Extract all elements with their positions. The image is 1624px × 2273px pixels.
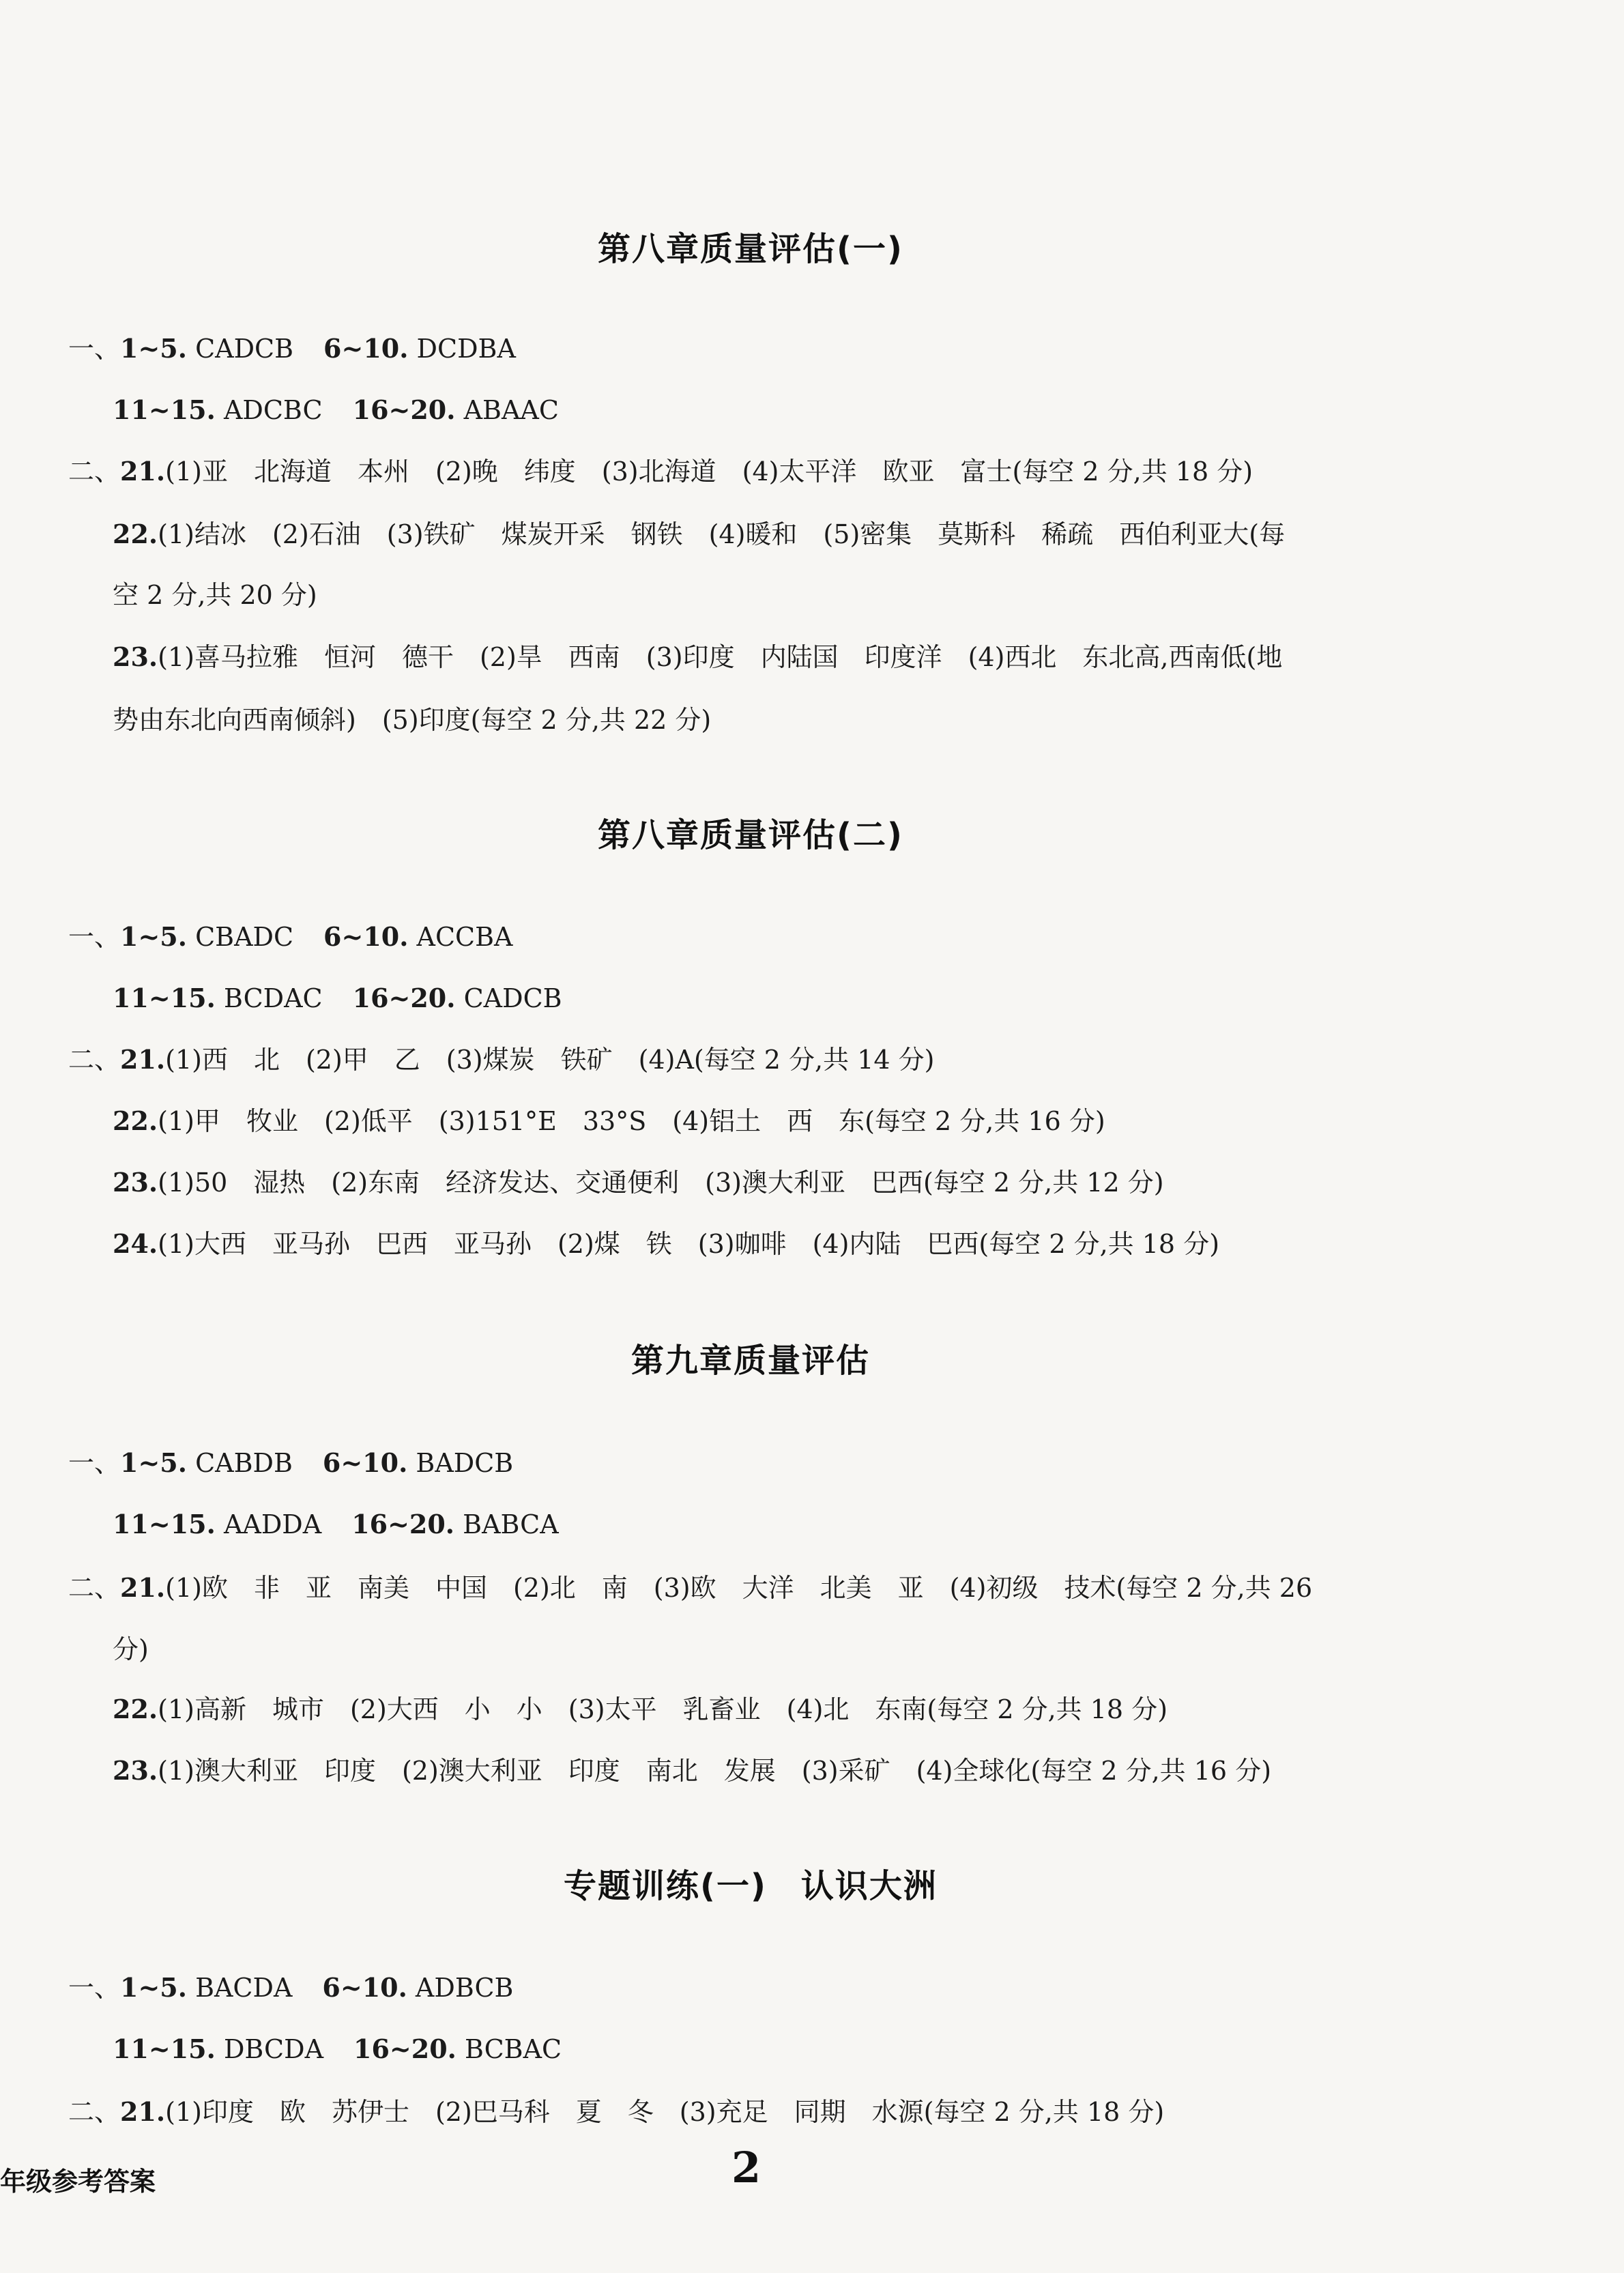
answer-continuation: 分): [113, 1634, 149, 1664]
mc-range: 1~5.: [120, 1972, 187, 2003]
fill-item: [68, 2096, 1164, 2128]
answer-text: (1)高新 城市 (2)大西 小 小 (3)太平 乳畜业 (4)北 东南(每空 2 分,共 18 分): [158, 1694, 1168, 1724]
mc-row: [68, 1447, 513, 1479]
mc-answers: CADCB: [195, 334, 294, 364]
section-title: 第八章质量评估(二): [598, 816, 903, 854]
mc-range: 11~15.: [113, 2033, 216, 2064]
question-number: 23.: [113, 641, 158, 672]
answer-continuation: 势由东北向西南倾斜) (5)印度(每空 2 分,共 22 分): [113, 705, 712, 735]
mc-answers: BACDA: [195, 1973, 293, 2003]
answer-text: (1)大西 亚马孙 巴西 亚马孙 (2)煤 铁 (3)咖啡 (4)内陆 巴西(每空 2 分,共 18 分): [158, 1229, 1220, 1259]
mc-range: 1~5.: [120, 1447, 187, 1478]
answer-text: (1)西 北 (2)甲 乙 (3)煤炭 铁矿 (4)A(每空 2 分,共 14 分): [165, 1045, 935, 1075]
fill-prefix: 二、: [68, 1045, 121, 1075]
mc-prefix: 一、: [68, 922, 121, 952]
question-number: 21.: [120, 1572, 166, 1603]
question-number: 24.: [113, 1228, 158, 1259]
mc-row: [113, 1509, 559, 1540]
mc-range: 11~15.: [113, 983, 216, 1013]
mc-prefix: 一、: [68, 334, 121, 364]
mc-prefix: 一、: [68, 1973, 121, 2003]
fill-item: [113, 1694, 1168, 1725]
mc-range: 16~20.: [353, 2033, 456, 2064]
mc-range: 16~20.: [352, 983, 456, 1013]
answer-text: (1)甲 牧业 (2)低平 (3)151°E 33°S (4)铝土 西 东(每空 2 分,共 16 分): [158, 1106, 1105, 1136]
fill-prefix: 二、: [68, 457, 121, 487]
mc-answers: DCDBA: [416, 334, 516, 364]
mc-answers: BCBAC: [464, 2034, 562, 2064]
page-number: 2: [731, 2143, 762, 2192]
answer-text: (1)欧 非 亚 南美 中国 (2)北 南 (3)欧 大洋 北美 亚 (4)初级 技术(每空 2 分,共 26: [165, 1573, 1313, 1603]
mc-row: [68, 1972, 513, 2003]
mc-row: [68, 921, 513, 953]
mc-answers: ABAAC: [463, 395, 559, 425]
mc-answers: DBCDA: [223, 2034, 324, 2064]
mc-range: 11~15.: [113, 1509, 216, 1539]
section-title: 第八章质量评估(一): [598, 230, 903, 268]
fill-item: [113, 519, 1285, 550]
mc-answers: AADDA: [223, 1509, 322, 1539]
fill-item: [68, 456, 1253, 487]
mc-answers: CADCB: [463, 983, 562, 1013]
fill-item: [68, 1044, 934, 1075]
answer-text: (1)印度 欧 苏伊士 (2)巴马科 夏 冬 (3)充足 同期 水源(每空 2 分,共 18 分): [165, 2097, 1165, 2127]
answer-continuation: 空 2 分,共 20 分): [113, 580, 317, 610]
fill-item: [113, 1167, 1164, 1198]
mc-row: [113, 2033, 562, 2065]
question-number: 21.: [120, 456, 166, 487]
mc-answers: CABDB: [195, 1448, 293, 1478]
mc-range: 16~20.: [351, 1509, 455, 1539]
question-number: 21.: [120, 2096, 166, 2127]
question-number: 22.: [113, 1694, 158, 1724]
question-number: 21.: [120, 1044, 166, 1075]
footer-label: 年级参考答案: [0, 2167, 156, 2197]
question-number: 23.: [113, 1167, 158, 1198]
mc-answers: BADCB: [416, 1448, 514, 1478]
mc-row: [68, 333, 516, 364]
fill-prefix: 二、: [68, 1573, 121, 1603]
mc-range: 16~20.: [352, 394, 456, 425]
question-number: 22.: [113, 519, 158, 549]
section-title: 第九章质量评估: [630, 1342, 870, 1380]
mc-range: 1~5.: [120, 333, 187, 364]
mc-answers: ADCBC: [223, 395, 323, 425]
mc-answers: BABCA: [463, 1509, 559, 1539]
mc-range: 11~15.: [113, 394, 216, 425]
answer-text: (1)50 湿热 (2)东南 经济发达、交通便利 (3)澳大利亚 巴西(每空 2 分,共 12 分): [158, 1168, 1164, 1198]
mc-row: [113, 394, 559, 426]
fill-item: [113, 1228, 1219, 1260]
mc-row: [113, 983, 562, 1014]
answer-text: (1)结冰 (2)石油 (3)铁矿 煤炭开采 钢铁 (4)暖和 (5)密集 莫斯科 稀疏 西伯利亚大(每: [158, 519, 1286, 549]
fill-item: [113, 1755, 1271, 1786]
fill-prefix: 二、: [68, 2097, 121, 2127]
mc-range: 6~10.: [322, 1972, 407, 2003]
fill-item: [113, 1105, 1105, 1137]
mc-answers: ACCBA: [416, 922, 513, 952]
mc-range: 6~10.: [322, 1447, 408, 1478]
mc-answers: BCDAC: [223, 983, 323, 1013]
answer-text: (1)澳大利亚 印度 (2)澳大利亚 印度 南北 发展 (3)采矿 (4)全球化(每空 2 分,共 16 分): [158, 1756, 1272, 1786]
section-title: 专题训练(一) 认识大洲: [564, 1867, 938, 1905]
question-number: 23.: [113, 1755, 158, 1786]
fill-item: [68, 1572, 1312, 1604]
answer-text: (1)亚 北海道 本州 (2)晚 纬度 (3)北海道 (4)太平洋 欧亚 富士(每空 2 分,共 18 分): [165, 457, 1253, 487]
mc-range: 6~10.: [323, 921, 409, 952]
fill-item: [113, 641, 1282, 673]
mc-answers: CBADC: [195, 922, 294, 952]
mc-range: 1~5.: [120, 921, 187, 952]
mc-prefix: 一、: [68, 1448, 121, 1478]
mc-answers: ADBCB: [415, 1973, 514, 2003]
mc-range: 6~10.: [323, 333, 409, 364]
answer-text: (1)喜马拉雅 恒河 德干 (2)旱 西南 (3)印度 内陆国 印度洋 (4)西北 东北高,西南低(地: [158, 642, 1283, 672]
question-number: 22.: [113, 1105, 158, 1136]
